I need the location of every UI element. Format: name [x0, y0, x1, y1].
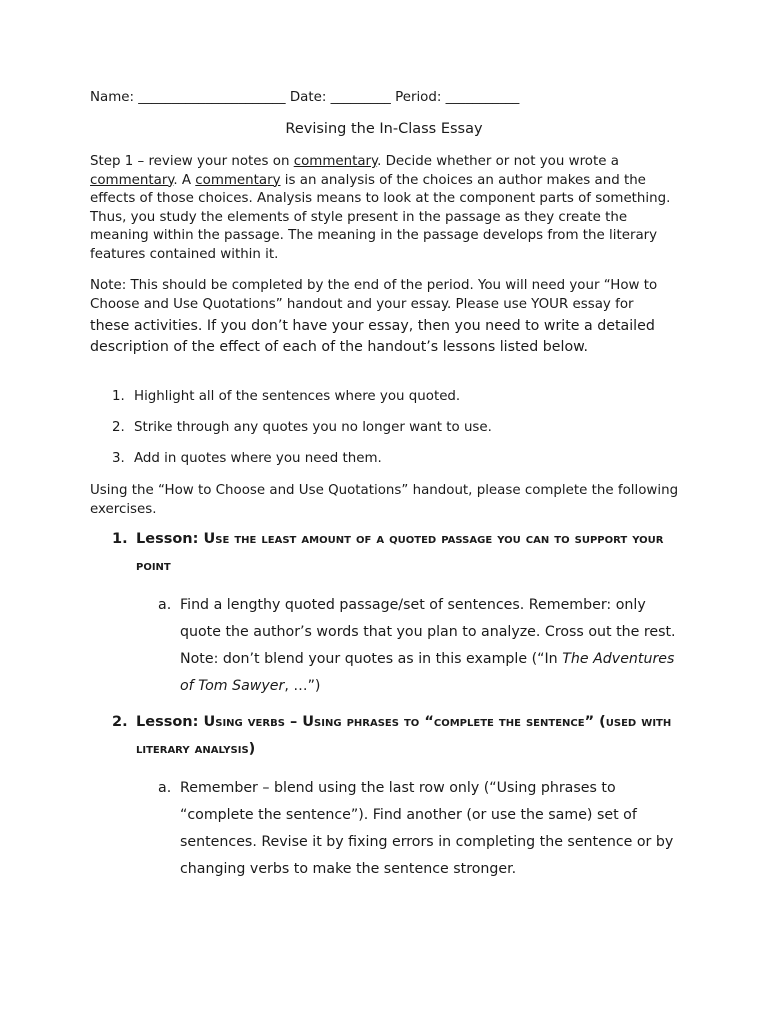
lesson-number: 1. [112, 531, 128, 547]
item-letter: a. [158, 780, 172, 796]
step-item-1 [112, 388, 712, 406]
lesson-label: Lesson: [136, 531, 199, 547]
step-text: Strike through any quotes you no longer want to use. [134, 420, 492, 435]
lesson-title: Use the least amount of a quoted passage you can to support your point [136, 531, 664, 574]
intro-paragraph: Using the “How to Choose and Use Quotations” handout, please complete the following exercises. [90, 483, 679, 517]
step1-pre: Step 1 – review your notes on [90, 154, 294, 169]
item-letter: a. [158, 597, 172, 613]
lesson-2-item-a [158, 775, 678, 883]
item-tail: , …”) [284, 678, 321, 694]
step-number: 2. [112, 420, 125, 435]
lesson-1-item-a [158, 592, 678, 700]
lesson-title: Using verbs – Using phrases to “complete the sentence” (used with literary analysis) [136, 714, 672, 757]
step-item-3 [112, 450, 712, 468]
item-text: Remember – blend using the last row only (“Using phrases to “complete the sentence”). Find another (or use the same) set of sentences. Revise it by fixing errors in completing the sentence or by changing verbs to make the sentence stronger. [180, 780, 674, 877]
book-title: The Adventures of Tom Sawyer [180, 651, 675, 694]
term-commentary-1: commentary [293, 154, 378, 169]
step1-paragraph [90, 153, 690, 264]
page-title: Revising the In-Class Essay [285, 121, 483, 137]
item-text: Find a lengthy quoted passage/set of sentences. Remember: only quote the author’s words that you plan to analyze. Cross out the rest. Note: don’t blend your quotes as in this example (“In [180, 597, 676, 667]
term-commentary-3: commentary [195, 172, 281, 188]
lesson-2 [112, 709, 672, 763]
note-paragraph-part1: Note: This should be completed by the end of the period. You will need your “How to Choose and Use Quotations” handout and your essay. Please use YOUR essay for [90, 278, 658, 312]
note-paragraph-part2: these activities. If you don’t have your essay, then you need to write a detailed description of the effect of each of the handout’s lessons listed below. [90, 318, 655, 355]
step-text: Highlight all of the sentences where you quoted. [134, 389, 461, 404]
lesson-label: Lesson: [136, 714, 199, 730]
step1-mid1: . Decide whether or not you wrote a [377, 154, 619, 169]
step1-mid2: . A [173, 172, 196, 188]
lesson-number: 2. [112, 714, 128, 730]
step-text: Add in quotes where you need them. [134, 451, 382, 466]
step1-rest: is an analysis of the choices an author makes and the effects of those choices. Analysis means to look at the component parts of something. Thus, you study the elements of style present in the passage as they create the meaning within the passage. The meaning in the passage develops from the literary features contained within it. [90, 172, 671, 262]
term-commentary-2: commentary [90, 172, 174, 188]
name-date-period-line: Name: ______________________ Date: _________ Period: ___________ [90, 90, 520, 105]
step-number: 3. [112, 451, 125, 466]
step-number: 1. [112, 389, 125, 404]
step-item-2 [112, 419, 712, 437]
lesson-1 [112, 526, 672, 580]
